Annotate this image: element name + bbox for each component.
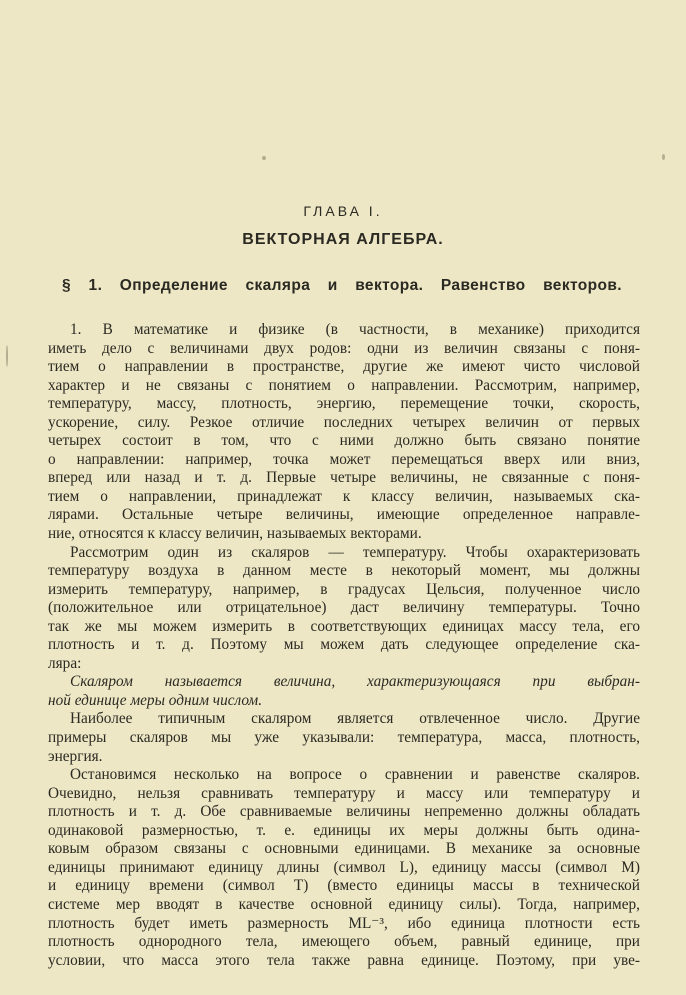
text-line: ляра: — [48, 654, 82, 672]
text-line: условии, что масса этого тела также равна единице. Поэтому, при уве- — [48, 951, 640, 969]
scan-speck — [6, 345, 8, 367]
text-line: ковым образом связаны с основными единицами. В механике за основные — [48, 840, 640, 858]
text-line: тием о направлении, принадлежат к классу величин, называемых ска- — [48, 487, 640, 505]
scan-speck — [262, 156, 266, 160]
text-line: Очевидно, нельзя сравнивать температуру и массу или температуру и — [48, 784, 640, 802]
text-line: и единицу времени (символ T) (вместо единицы массы в технической — [48, 877, 640, 895]
text-line: системе мер вводят в качестве основной единицу силы). Тогда, например, — [48, 895, 640, 913]
text-line: ускорение, силу. Резкое отличие последних четырех величин от первых — [48, 413, 640, 431]
text-line: Наиболее типичным скаляром является отвлеченное число. Другие — [70, 710, 640, 728]
text-line: температуру воздуха в данном месте в некоторый момент, мы должны — [48, 562, 640, 580]
text-line: плотность и т. д. Обе сравниваемые величины непременно должны обладать — [48, 803, 640, 821]
text-line: (положительное или отрицательное) даст величину температуры. Точно — [48, 599, 640, 617]
text-line: характер и не связаны с понятием о направлении. Рассмотрим, например, — [48, 376, 640, 394]
text-line: примеры скаляров мы уже указывали: температура, масса, плотность, — [48, 729, 640, 747]
text-line: вперед или назад и т. д. Первые четыре величины, не связанные с поня- — [48, 469, 640, 487]
text-line: ние, относятся к классу величин, называемых векторами. — [48, 525, 422, 543]
text-line: плотность и т. д. Поэтому мы можем дать следующее определение ска- — [48, 636, 640, 654]
text-line: четырех состоит в том, что с ними должно быть связано понятие — [48, 432, 640, 450]
text-line: иметь дело с величинами двух родов: одни из величин связаны с поня- — [48, 339, 640, 357]
text-line: тием о направлении в пространстве, другие же имеют чисто числовой — [48, 358, 640, 376]
text-line: 1. В математике и физике (в частности, в механике) приходится — [70, 321, 640, 338]
text-line: температуру, массу, плотность, энергию, перемещение точки, скорость, — [48, 395, 640, 413]
text-line: Скаляром называется величина, характеризующаяся при выбран- — [70, 673, 640, 691]
text-line: одинаковой размерностью, т. е. единицы их меры должны быть одина- — [48, 821, 640, 839]
text-line: Остановимся несколько на вопросе о сравнении и равенстве скаляров. — [70, 766, 640, 784]
text-line: о направлении: например, точка может перемещаться вверх или вниз, — [48, 450, 640, 468]
text-line: так же мы можем измерить в соответствующих единицах массу тела, его — [48, 617, 640, 635]
text-line: энергия. — [48, 747, 103, 765]
text-line: ной единице меры одним числом. — [48, 691, 263, 709]
text-line: плотность будет иметь размерность ML⁻³, ибо единица плотности есть — [48, 914, 640, 932]
text-line: плотность однородного тела, имеющего объем, равный единице, при — [48, 933, 640, 951]
scan-speck — [662, 154, 665, 160]
text-line: Рассмотрим один из скаляров — температуру. Чтобы охарактеризовать — [70, 543, 640, 561]
body-text — [48, 321, 640, 970]
text-line: измерить температуру, например, в градусах Цельсия, полученное число — [48, 580, 640, 598]
chapter-title: ВЕКТОРНАЯ АЛГЕБРА. — [242, 231, 444, 248]
text-line: единицы принимают единицу длины (символ L), единицу массы (символ M) — [48, 858, 640, 876]
text-line: лярами. Остальные четыре величины, имеющие определенное направле- — [48, 506, 640, 524]
chapter-label: ГЛАВА I. — [303, 203, 383, 219]
section-heading: § 1. Определение скаляра и вектора. Равенство векторов. — [62, 277, 622, 294]
